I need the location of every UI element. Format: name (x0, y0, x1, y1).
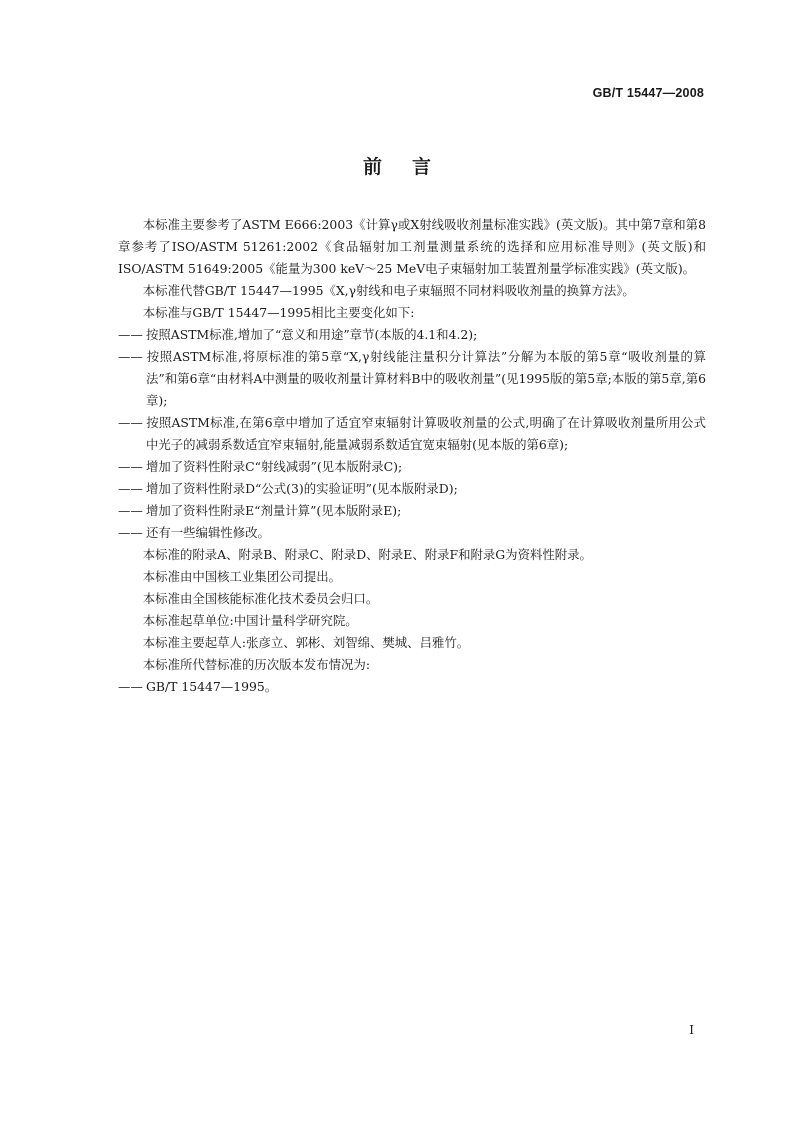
change-text: 还有一些编辑性修改。 (146, 525, 270, 540)
history-item (118, 676, 706, 698)
dash-mark: —— (118, 459, 143, 474)
change-item (118, 346, 706, 412)
dash-mark: —— (118, 679, 143, 694)
change-text: 增加了资料性附录E“剂量计算”(见本版附录E); (146, 503, 402, 518)
dash-mark: —— (118, 503, 143, 518)
change-text: 增加了资料性附录D“公式(3)的实验证明”(见本版附录D); (146, 481, 458, 496)
page-number: I (689, 1023, 694, 1037)
paragraph-annexes: 本标准的附录A、附录B、附录C、附录D、附录E、附录F和附录G为资料性附录。 (142, 547, 592, 562)
dash-mark: —— (118, 525, 143, 540)
paragraph-references: 本标准主要参考了ASTM E666:2003《计算γ或X射线吸收剂量标准实践》(英文版)。其中第7章和第8章参考了ISO/ASTM 51261:2002《食品辐射加工剂量测量系统的选择和应用标准导则》(英文版)和ISO/ASTM 51649:2005《能量为300 keV～25 MeV电子束辐射加工装置剂量学标准实践》(英文版)。 (118, 217, 706, 276)
standard-code: GB/T 15447—2008 (592, 86, 704, 100)
change-text: 按照ASTM标准,在第6章中增加了适宜窄束辐射计算吸收剂量的公式,明确了在计算吸收剂量所用公式中光子的减弱系数适宜窄束辐射,能量减弱系数适宜宽束辐射(见本版的第6章); (146, 415, 706, 452)
change-text: 增加了资料性附录C“射线减弱”(见本版附录C); (146, 459, 403, 474)
dash-mark: —— (118, 349, 143, 364)
dash-mark: —— (118, 415, 143, 430)
paragraph-committee: 本标准由全国核能标准化技术委员会归口。 (142, 591, 379, 606)
change-item (118, 522, 706, 544)
foreword-body (118, 214, 706, 698)
paragraph-drafters: 本标准主要起草人:张彦立、郭彬、刘智绵、樊城、吕雅竹。 (142, 635, 470, 650)
change-text: 按照ASTM标准,将原标准的第5章“X,γ射线能注量积分计算法”分解为本版的第5章“吸收剂量的算法”和第6章“由材料A中测量的吸收剂量计算材料B中的吸收剂量”(见1995版的第5章;本版的第5章,第6章); (146, 349, 706, 408)
paragraph-history-intro: 本标准所代替标准的历次版本发布情况为: (142, 657, 371, 672)
paragraph-drafting-unit: 本标准起草单位:中国计量科学研究院。 (142, 613, 358, 628)
history-text: GB/T 15447—1995。 (146, 679, 278, 694)
change-item (118, 412, 706, 456)
change-text: 按照ASTM标准,增加了“意义和用途”章节(本版的4.1和4.2); (146, 327, 478, 342)
paragraph-changes-intro: 本标准与GB/T 15447—1995相比主要变化如下: (142, 305, 415, 320)
page-title: 前言 (362, 156, 461, 178)
change-item (118, 456, 706, 478)
dash-mark: —— (118, 327, 143, 342)
paragraph-replaces: 本标准代替GB/T 15447—1995《X,γ射线和电子束辐照不同材料吸收剂量的换算方法》。 (142, 283, 635, 298)
change-item (118, 478, 706, 500)
change-item (118, 324, 706, 346)
change-item (118, 500, 706, 522)
dash-mark: —— (118, 481, 143, 496)
paragraph-proposer: 本标准由中国核工业集团公司提出。 (142, 569, 342, 584)
